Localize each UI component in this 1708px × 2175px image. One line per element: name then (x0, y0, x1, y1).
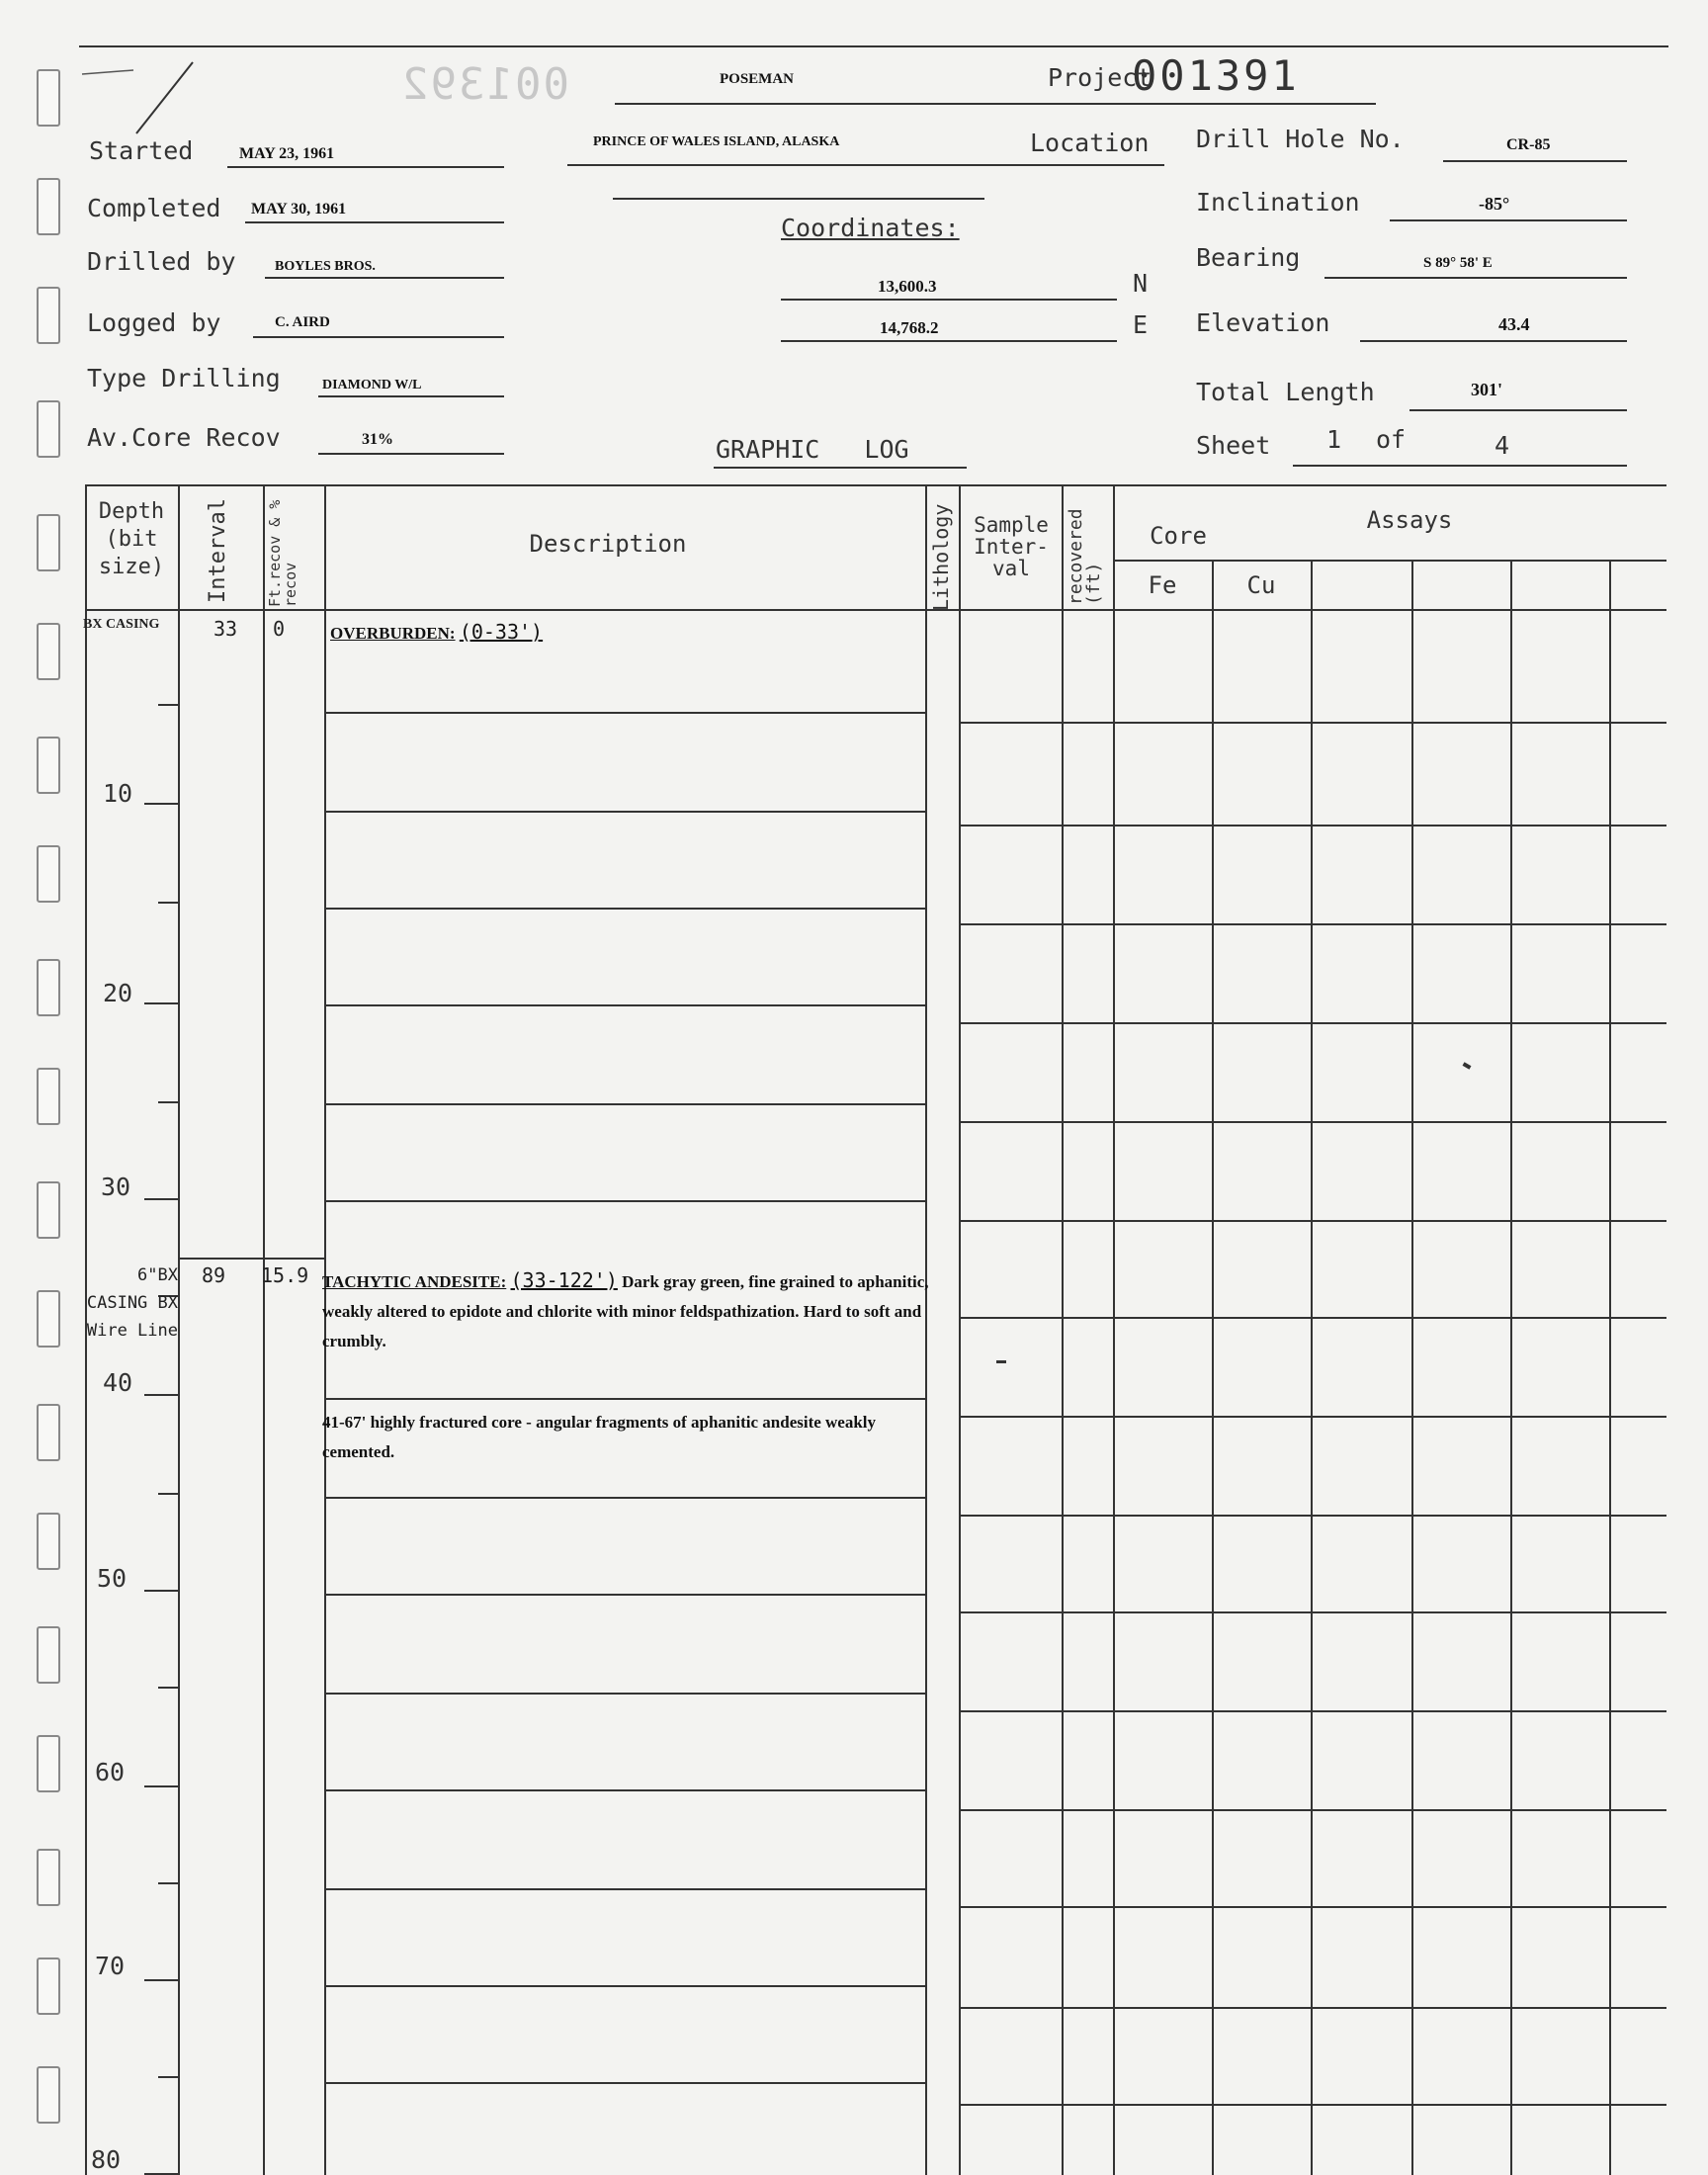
col-line-a4 (1510, 560, 1512, 2175)
punch-hole (37, 1626, 60, 1684)
punch-hole (37, 400, 60, 458)
core-recov-value: 31% (362, 431, 393, 448)
row2-bit-size: 6"BX CASING BX Wire Line (86, 1265, 178, 1341)
depth-label-50: 50 (97, 1564, 128, 1593)
inclination-value: -85° (1479, 194, 1510, 214)
punch-hole (37, 959, 60, 1016)
drill-hole-value: CR-85 (1506, 136, 1551, 153)
header-core: Core (1150, 522, 1207, 550)
desc-row-line (326, 1594, 925, 1596)
grid-row-line (959, 1906, 1666, 1908)
bearing-value: S 89° 58' E (1423, 255, 1493, 271)
graphic-log-line (714, 467, 967, 469)
desc-row-line (326, 1985, 925, 1987)
desc-row-line (326, 1497, 925, 1499)
location-value: PRINCE OF WALES ISLAND, ALASKA (593, 134, 840, 149)
punch-hole (37, 1849, 60, 1906)
coord-n-value: 13,600.3 (878, 277, 937, 296)
core-recov-line (318, 453, 504, 455)
row1-description (330, 617, 913, 649)
row2-interval: 89 (202, 1263, 226, 1287)
punch-hole (37, 178, 60, 235)
table-header-bottom (85, 609, 1666, 611)
location-line-2 (613, 198, 984, 200)
project-number: 001391 (1132, 51, 1300, 100)
coord-e-value: 14,768.2 (880, 318, 939, 337)
coord-n-label: N (1133, 269, 1149, 298)
grid-row-line (959, 1611, 1666, 1613)
started-label: Started (89, 136, 194, 165)
location-line (567, 164, 1164, 166)
row2-desc-note: 41-67' highly fractured core - angular fragments of aphanitic andesite weakly cemented. (322, 1413, 877, 1461)
row2-desc-range: (33-122') (510, 1268, 618, 1292)
header-description: Description (529, 530, 687, 558)
completed-line (245, 221, 504, 223)
header-cu: Cu (1246, 571, 1276, 599)
started-line (227, 166, 504, 168)
mark-dash (996, 1360, 1006, 1363)
punch-hole (37, 287, 60, 344)
col-line-lith (959, 484, 961, 2175)
total-length-label: Total Length (1196, 378, 1375, 406)
header-interval: Interval (206, 498, 230, 603)
depth-tick (144, 1979, 178, 1981)
depth-tick (144, 1394, 178, 1396)
col-line-recovered (1113, 484, 1115, 2175)
logged-by-line (253, 336, 504, 338)
grid-row-line (959, 2104, 1666, 2106)
table-top-border (85, 484, 1666, 486)
mark-dot (1463, 1062, 1472, 1069)
row2-recov: 15.9 (261, 1263, 309, 1287)
desc-row-line (326, 2082, 925, 2084)
drilled-by-line (265, 277, 504, 279)
interval-boundary (178, 1258, 326, 1260)
desc-row-line (326, 1103, 925, 1105)
grid-row-line (959, 1121, 1666, 1123)
elevation-line (1360, 340, 1627, 342)
desc-row-line (326, 1888, 925, 1890)
grid-row-line (959, 1317, 1666, 1319)
location-label: Location (1030, 129, 1150, 157)
drill-hole-label: Drill Hole No. (1196, 125, 1405, 153)
logged-by-value: C. AIRD (275, 314, 330, 330)
punch-hole (37, 1735, 60, 1792)
depth-label-30: 30 (101, 1173, 131, 1201)
bearing-label: Bearing (1196, 243, 1301, 272)
depth-tick (158, 1101, 178, 1103)
sheet-label: Sheet (1196, 431, 1271, 460)
project-underline (1050, 103, 1376, 105)
row1-recov: 0 (273, 617, 286, 641)
row2-desc-text: Dark gray green, fine grained to aphanitic, weakly altered to epidote and chlorite with minor feldspathization. Hard to soft and crumbly. (322, 1272, 929, 1350)
row2-description (322, 1265, 945, 1356)
punch-hole (37, 69, 60, 127)
coord-e-line (781, 340, 1117, 342)
started-value: MAY 23, 1961 (239, 145, 335, 162)
depth-tick (144, 803, 178, 805)
sheet-number: 1 (1326, 425, 1342, 454)
total-length-value: 301' (1471, 380, 1503, 399)
total-length-line (1409, 409, 1627, 411)
punch-hole (37, 845, 60, 903)
depth-tick (144, 1590, 178, 1592)
coord-n-line (781, 299, 1117, 301)
desc-row-line (326, 1693, 925, 1695)
sheet-of-label: of (1376, 425, 1407, 454)
depth-tick (158, 1687, 178, 1689)
col-line-interval (263, 484, 265, 2175)
grid-row-line (959, 2007, 1666, 2009)
desc-row-line (326, 712, 925, 714)
col-line-fe (1212, 560, 1214, 2175)
grid-row-line (959, 1416, 1666, 1418)
depth-label-20: 20 (103, 979, 133, 1007)
elevation-value: 43.4 (1498, 314, 1530, 334)
depth-label-40: 40 (103, 1368, 133, 1397)
punch-hole (37, 514, 60, 571)
row1-desc-title: OVERBURDEN: (330, 624, 456, 643)
depth-tick (158, 1882, 178, 1884)
company-name: POSEMAN (720, 71, 794, 87)
punch-hole (37, 1290, 60, 1348)
desc-row-line (326, 811, 925, 813)
grid-row-line (959, 825, 1666, 826)
project-label: Project (1048, 63, 1153, 92)
drilled-by-label: Drilled by (87, 247, 236, 276)
depth-tick (144, 1198, 178, 1200)
punch-hole (37, 1181, 60, 1239)
desc-row-line (326, 1200, 925, 1202)
depth-tick (158, 902, 178, 904)
coordinates-label: Coordinates: (781, 214, 960, 242)
header-recovered: recovered (ft) (1066, 508, 1104, 605)
company-underline (615, 103, 1087, 105)
row2-desc-title: TACHYTIC ANDESITE: (322, 1272, 507, 1291)
graphic-log-label: GRAPHIC LOG (716, 435, 909, 464)
row1-interval: 33 (214, 617, 238, 641)
desc-row-line (326, 908, 925, 910)
grid-row-line (959, 1022, 1666, 1024)
type-drilling-label: Type Drilling (87, 364, 281, 392)
depth-tick (144, 1785, 178, 1787)
sheet-total: 4 (1494, 431, 1510, 460)
grid-row-line (959, 1710, 1666, 1712)
depth-label-70: 70 (95, 1952, 126, 1980)
depth-label-10: 10 (103, 779, 133, 808)
completed-value: MAY 30, 1961 (251, 201, 347, 218)
type-drilling-line (318, 395, 504, 397)
elevation-label: Elevation (1196, 308, 1330, 337)
stamp-number: 001392 (400, 59, 569, 110)
header-assays: Assays (1366, 506, 1453, 534)
top-border (79, 45, 1668, 47)
desc-row-line (326, 1004, 925, 1006)
col-line-a5 (1609, 560, 1611, 2175)
desc-row-line (326, 1789, 925, 1791)
drill-hole-line (1443, 160, 1627, 162)
inclination-label: Inclination (1196, 188, 1360, 217)
row1-desc-range: (0-33') (459, 620, 544, 644)
core-recov-label: Av.Core Recov (87, 423, 281, 452)
punch-hole (37, 1068, 60, 1125)
grid-row-line (959, 722, 1666, 724)
completed-label: Completed (87, 194, 221, 222)
depth-tick (158, 2076, 178, 2078)
header-fe: Fe (1148, 571, 1177, 599)
depth-tick (158, 1493, 178, 1495)
pen-mark (74, 54, 213, 143)
logged-by-label: Logged by (87, 308, 221, 337)
depth-label-60: 60 (95, 1758, 126, 1786)
grid-row-line (959, 923, 1666, 925)
punch-hole (37, 623, 60, 680)
coord-e-label: E (1133, 310, 1149, 339)
header-sample: Sample Inter- val (974, 513, 1049, 580)
header-recov: Ft.recov & % recov (266, 499, 299, 607)
punch-hole (37, 1958, 60, 2015)
col-line-cu (1311, 560, 1313, 2175)
grid-row-line (959, 1809, 1666, 1811)
depth-tick (144, 1002, 178, 1004)
col-line-sample (1062, 484, 1064, 2175)
punch-hole (37, 1513, 60, 1570)
drilled-by-value: BOYLES BROS. (275, 259, 376, 274)
punch-hole (37, 737, 60, 794)
bearing-line (1324, 277, 1627, 279)
depth-label-80: 80 (91, 2145, 122, 2174)
col-line-depth (178, 484, 180, 2175)
header-depth: Depth (bit size) (98, 499, 165, 579)
grid-row-line (959, 1515, 1666, 1517)
col-line-a3 (1411, 560, 1413, 2175)
grid-row-line (959, 1220, 1666, 1222)
desc-row-line (326, 1398, 925, 1400)
punch-hole (37, 2066, 60, 2124)
row1-bit-size: BX CASING (83, 617, 160, 632)
punch-hole (37, 1404, 60, 1461)
depth-tick (158, 704, 178, 706)
header-lithology: Lithology (929, 503, 953, 611)
assays-subheader-line (1113, 560, 1666, 562)
inclination-line (1390, 219, 1627, 221)
sheet-line (1293, 465, 1627, 467)
type-drilling-value: DIAMOND W/L (322, 378, 422, 392)
